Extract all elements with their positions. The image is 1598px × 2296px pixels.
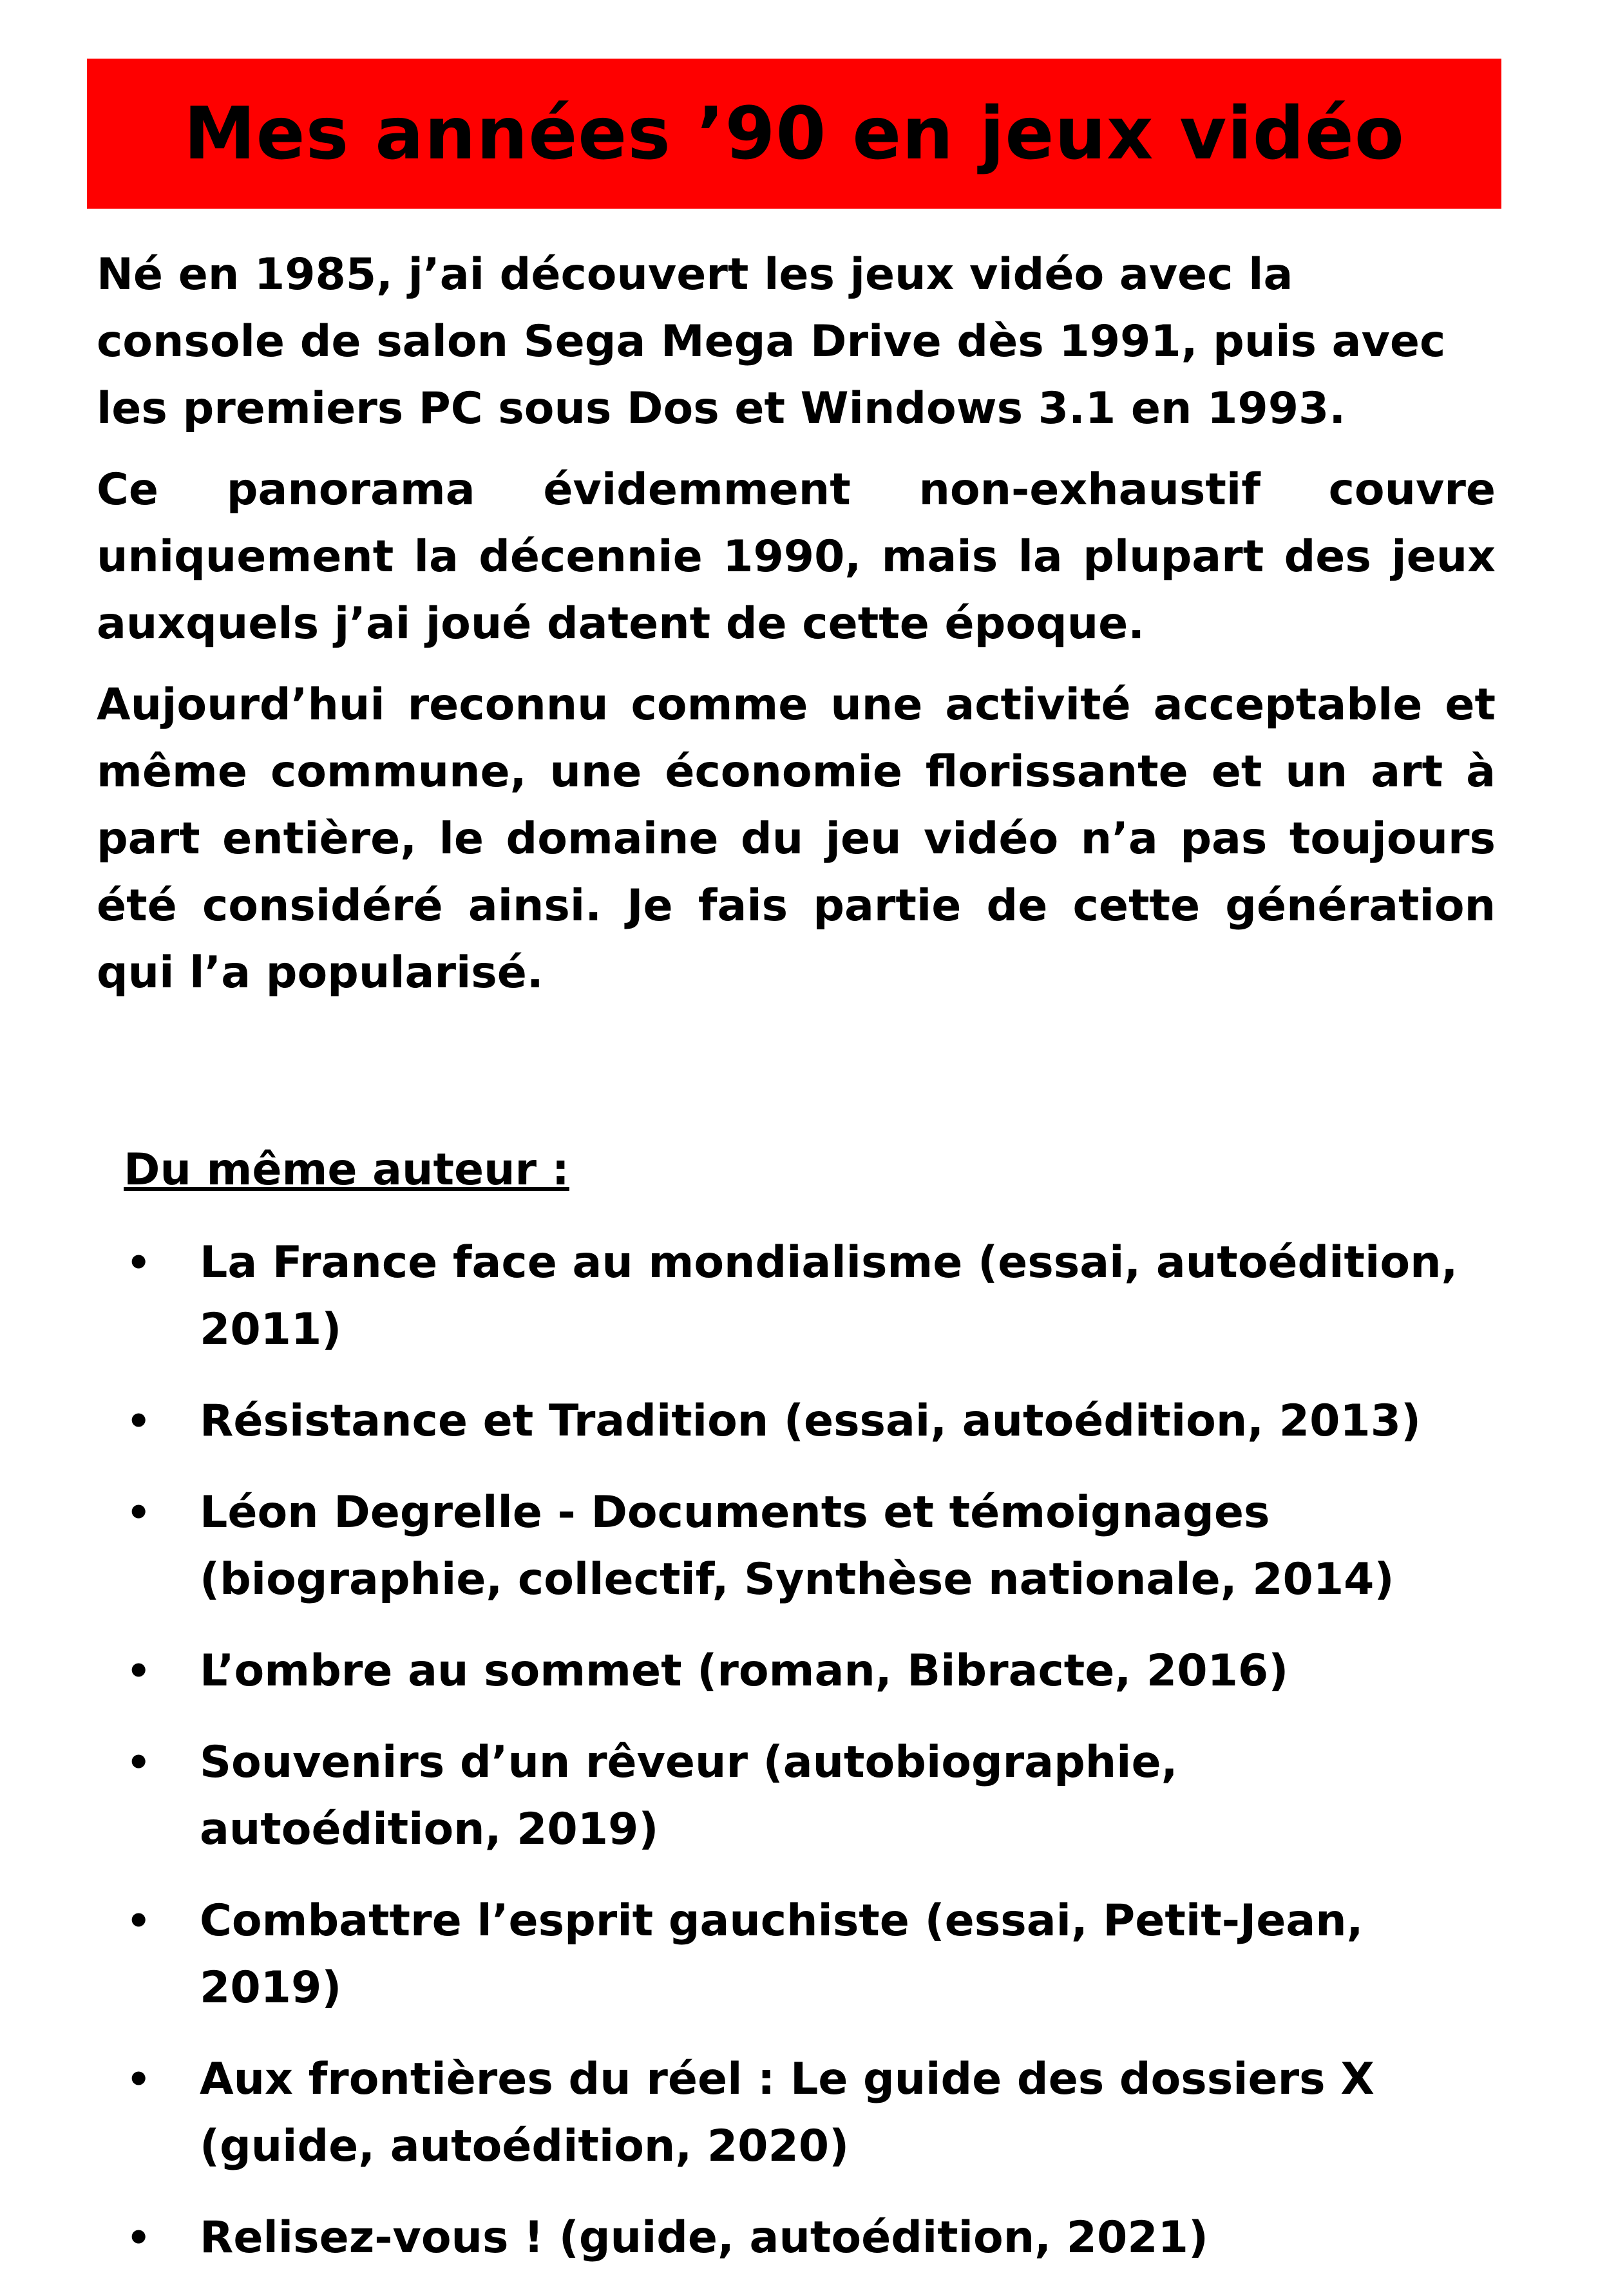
intro-paragraph: Ce panorama évidemment non-exhaustif couvre uniquement la décennie 1990, mais la plupart des jeux auxquels j’ai joué datent de cette époque. <box>97 464 1496 649</box>
work-title: La France face au mondialisme (essai, autoédition, 2011) <box>200 1237 1458 1355</box>
work-title: Résistance et Tradition (essai, autoédition, 2013) <box>200 1396 1422 1447</box>
other-works-section <box>124 1137 1489 2296</box>
bullet-icon: • <box>126 1399 151 1444</box>
list-item <box>124 2205 1489 2272</box>
work-title: Relisez-vous ! (guide, autoédition, 2021) <box>200 2212 1208 2263</box>
work-title: Aux frontières du réel : Le guide des dossiers X (guide, autoédition, 2020) <box>200 2054 1374 2172</box>
bullet-icon: • <box>126 1899 151 1944</box>
work-title: Souvenirs d’un rêveur (autobiographie, autoédition, 2019) <box>200 1737 1178 1855</box>
intro-paragraph: Né en 1985, j’ai découvert les jeux vidéo avec la console de salon Sega Mega Drive dès 1991, puis avec les premiers PC sous Dos et Windows 3.1 en 1993. <box>97 249 1446 434</box>
work-title: Combattre l’esprit gauchiste (essai, Petit-Jean, 2019) <box>200 1895 1364 2013</box>
bullet-icon: • <box>126 1649 151 1694</box>
bullet-icon: • <box>126 1240 151 1286</box>
list-item <box>124 1638 1489 1705</box>
list-item <box>124 1729 1489 1863</box>
bullet-icon: • <box>126 2057 151 2102</box>
title-banner <box>87 59 1501 209</box>
list-item <box>124 1479 1489 1613</box>
intro-paragraph: Aujourd’hui reconnu comme une activité acceptable et même commune, une économie florissante et un art à part entière, le domaine du jeu vidéo n’a pas toujours été considéré ainsi. Je fais partie de cette génération qui l’a popularisé. <box>97 679 1496 998</box>
work-title: L’ombre au sommet (roman, Bibracte, 2016) <box>200 1646 1289 1696</box>
page-title: Mes années ’90 en jeux vidéo <box>184 91 1405 176</box>
other-works-heading: Du même auteur : <box>124 1144 569 1195</box>
work-title: Léon Degrelle - Documents et témoignages (biographie, collectif, Synthèse nationale, 2014) <box>200 1487 1394 1605</box>
list-item <box>124 2046 1489 2180</box>
bullet-icon: • <box>126 1740 151 1785</box>
list-item <box>124 1888 1489 2022</box>
bullet-icon: • <box>126 2215 151 2261</box>
intro-section <box>97 242 1496 1021</box>
list-item <box>124 1229 1489 1363</box>
list-item <box>124 1388 1489 1455</box>
bullet-icon: • <box>126 1490 151 1535</box>
other-works-list <box>124 1229 1489 2272</box>
